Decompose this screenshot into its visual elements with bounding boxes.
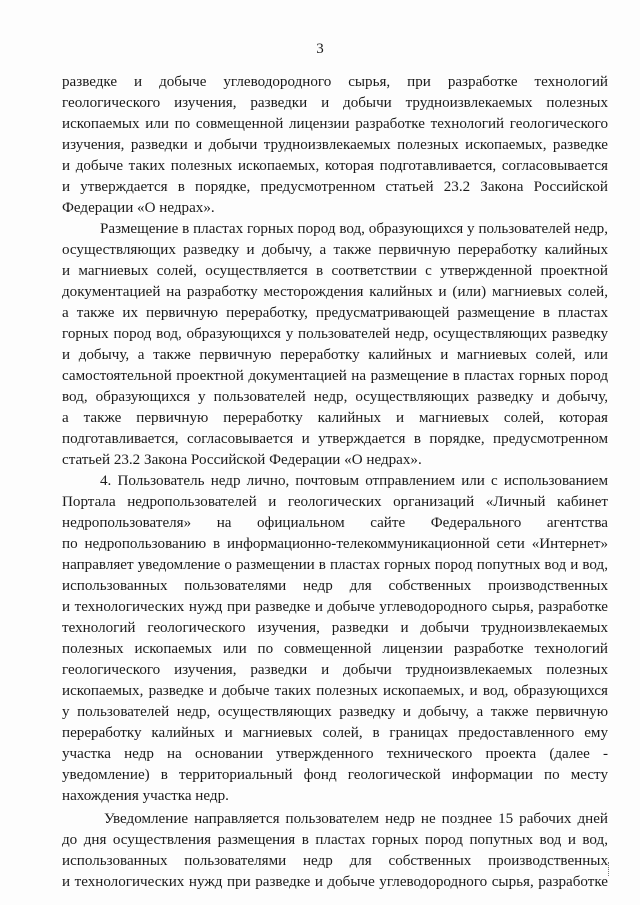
paragraph-line: ископаемых, разведке и добыче таких полезных ископаемых, и вод, образующихся — [62, 683, 608, 699]
paragraph-line: ископаемых или по совмещенной лицензии разработке технологий геологического — [62, 116, 608, 132]
paragraph-line: до дня осуществления размещения в пластах горных пород попутных вод и вод, — [62, 832, 608, 848]
paragraph-line: документацией на разработку месторождения калийных и (или) магниевых солей, — [62, 284, 608, 300]
paragraph-line: геологического изучения, разведки и добычи трудноизвлекаемых полезных — [62, 662, 608, 678]
paragraph-line: геологического изучения, разведки и добычи трудноизвлекаемых полезных — [62, 95, 608, 111]
paragraph-line: использованных пользователями недр для собственных производственных — [62, 578, 608, 594]
paragraph-line: участка недр на основании утвержденного технического проекта (далее - — [62, 746, 608, 762]
paragraph-line: переработку калийных и магниевых солей, в границах предоставленного ему — [62, 725, 608, 741]
paragraph-line: разведке и добыче углеводородного сырья, при разработке технологий — [62, 74, 608, 90]
paragraph-line: осуществляющих разведку и добычу, а также первичную переработку калийных — [62, 242, 608, 258]
paragraph-line: по недропользованию в информационно-телекоммуникационной сети «Интернет» — [62, 536, 608, 552]
paragraph-line: уведомление) в территориальный фонд геологической информации по месту — [62, 767, 608, 783]
paragraph-line: 4. Пользователь недр лично, почтовым отправлением или с использованием — [100, 473, 608, 489]
paragraph-line: а также их первичную переработку, предусматривающей размещение в пластах — [62, 305, 608, 321]
paragraph-line: и магниевых солей, осуществляется в соответствии с утвержденной проектной — [62, 263, 608, 279]
paragraph-line: недропользователя» на официальном сайте Федерального агентства — [62, 515, 608, 531]
page-number: 3 — [316, 41, 324, 57]
paragraph-line: у пользователей недр, осуществляющих разведку и добычу, а также первичную — [62, 704, 608, 720]
paragraph-line: горных пород вод, образующихся у пользователей недр, осуществляющих разведку — [62, 326, 608, 342]
scan-margin-mark — [608, 862, 613, 876]
paragraph-line: и добычу, а также первичную переработку калийных и магниевых солей, или — [62, 347, 608, 363]
paragraph-line: подготавливается, согласовывается и утверждается в порядке, предусмотренном — [62, 431, 608, 447]
paragraph-line: направляет уведомление о размещении в пластах горных пород попутных вод и вод, — [62, 557, 608, 573]
paragraph-line: технологий геологического изучения, разведки и добычи трудноизвлекаемых — [62, 620, 608, 636]
paragraph-line: статьей 23.2 Закона Российской Федерации «О недрах». — [62, 452, 422, 468]
paragraph-line: Уведомление направляется пользователем недр не позднее 15 рабочих дней — [104, 811, 608, 827]
paragraph-line: Федерации «О недрах». — [62, 200, 215, 216]
paragraph-line: и добыче таких полезных ископаемых, которая подготавливается, согласовывается — [62, 158, 608, 174]
paragraph-line: и утверждается в порядке, предусмотренном статьей 23.2 Закона Российской — [62, 179, 608, 195]
paragraph-line: Размещение в пластах горных пород вод, образующихся у пользователей недр, — [100, 221, 608, 237]
paragraph-line: изучения, разведки и добычи трудноизвлекаемых полезных ископаемых, разведке — [62, 137, 608, 153]
paragraph-line: использованных пользователями недр для собственных производственных — [62, 853, 608, 869]
paragraph-line: самостоятельной проектной документацией на размещение в пластах горных пород — [62, 368, 608, 384]
paragraph-line: вод, образующихся у пользователей недр, осуществляющих разведку и добычу, — [62, 389, 608, 405]
paragraph-line: и технологических нужд при разведке и добыче углеводородного сырья, разработке — [62, 599, 608, 615]
paragraph-line: и технологических нужд при разведке и добыче углеводородного сырья, разработке — [62, 874, 608, 890]
paragraph-line: а также первичную переработку калийных и магниевых солей, которая — [62, 410, 608, 426]
paragraph-line: полезных ископаемых или по совмещенной лицензии разработке технологий — [62, 641, 608, 657]
paragraph-line: Портала недропользователей и геологических организаций «Личный кабинет — [62, 494, 608, 510]
paragraph-line: нахождения участка недр. — [62, 788, 229, 804]
